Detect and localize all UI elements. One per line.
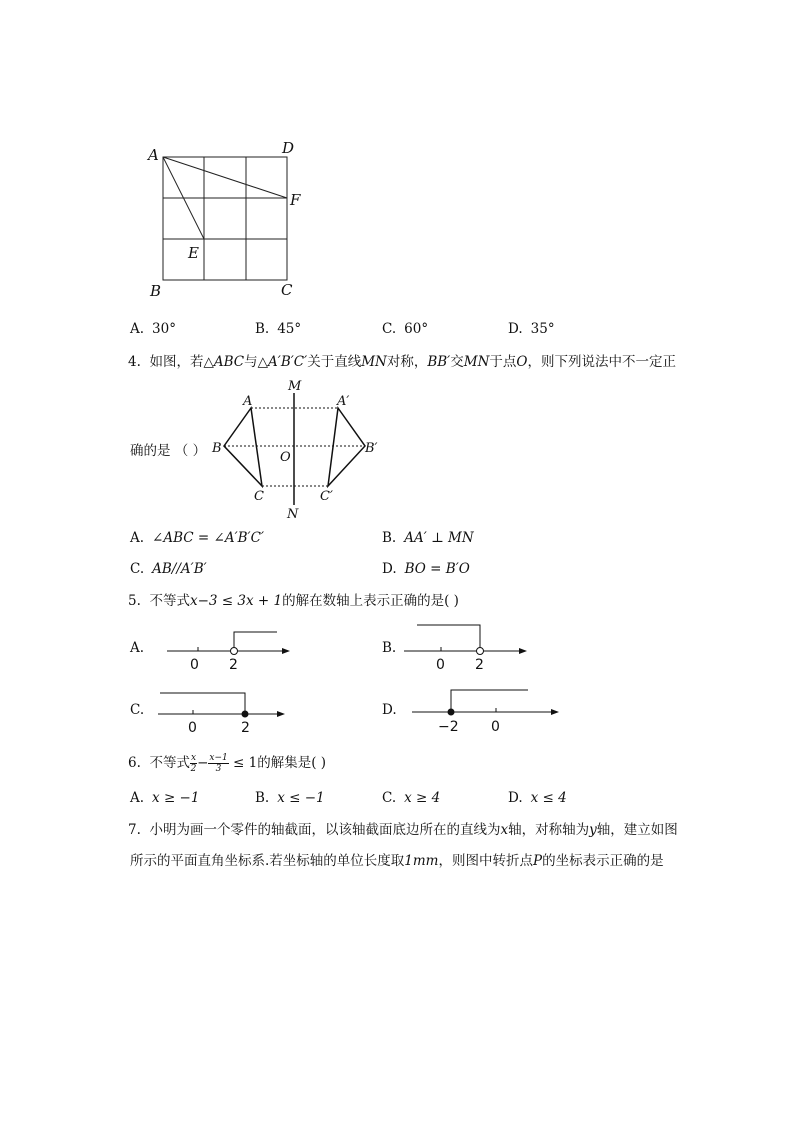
q3-label-B: B <box>150 282 162 300</box>
q6-option-b[interactable]: B. x ≤ −1 <box>255 790 325 806</box>
q5-b-tick-2: 2 <box>475 657 484 673</box>
q4-label-A-prime: A′ <box>337 394 350 409</box>
q6-fraction-2: $\frac{x-1}{3}$ <box>209 753 228 774</box>
q6-option-c[interactable]: C. x ≥ 4 <box>382 790 441 806</box>
q4-stem: 4. 如图，若△ABC与△A′B′C′关于直线MN对称，BB′交MN于点O，则下列说法中不一定正 <box>128 354 676 370</box>
q7-stem-line2: 所示的平面直角坐标系.若坐标轴的单位长度取1mm，则图中转折点P的坐标表示正确的是 <box>130 853 664 869</box>
q5-option-a-number-line[interactable] <box>167 632 290 673</box>
q6-option-a[interactable]: A. x ≥ −1 <box>130 790 200 806</box>
q7-stem-line1: 7. 小明为画一个零件的轴截面，以该轴截面底边所在的直线为x轴，对称轴为y轴，建立如图 <box>128 822 678 838</box>
q5-d-tick-neg2: −2 <box>438 719 459 735</box>
q4-label-A: A <box>243 394 253 409</box>
q5-d-tick-0: 0 <box>491 719 500 735</box>
q5-stem: 5. 不等式x−3 ≤ 3x + 1的解在数轴上表示正确的是( ) <box>128 593 459 609</box>
q3-option-b[interactable]: B. 45° <box>255 321 302 337</box>
q5-c-tick-0: 0 <box>188 720 197 736</box>
q6-fraction-1: $\frac{x}{2}$ <box>190 753 197 774</box>
q5-c-tick-2: 2 <box>241 720 250 736</box>
q5-a-tick-0: 0 <box>190 657 199 673</box>
q4-option-a[interactable]: A. ∠ABC = ∠A′B′C′ <box>130 530 265 546</box>
q4-stem-line2: 确的是 （ ） <box>130 443 207 459</box>
q5-option-b-number-line[interactable] <box>404 625 527 673</box>
q5-a-tick-2: 2 <box>229 657 238 673</box>
q5-option-c-label[interactable]: C. <box>130 702 145 718</box>
q4-option-b[interactable]: B. AA′ ⊥ MN <box>382 530 474 546</box>
q5-option-d-number-line[interactable] <box>412 690 559 735</box>
q5-b-tick-0: 0 <box>436 657 445 673</box>
q3-label-F: F <box>290 191 301 209</box>
q4-option-c[interactable]: C. AB//A′B′ <box>130 561 207 577</box>
q3-option-d[interactable]: D. 35° <box>508 321 555 337</box>
q5-option-d-label[interactable]: D. <box>382 702 397 718</box>
q5-option-c-number-line[interactable] <box>158 693 285 736</box>
q4-label-B-prime: B′ <box>365 441 378 456</box>
q5-option-b-label[interactable]: B. <box>382 640 397 656</box>
q4-label-C: C <box>254 489 264 504</box>
q3-option-a[interactable]: A. 30° <box>130 321 176 337</box>
q3-option-c[interactable]: C. 60° <box>382 321 429 337</box>
q4-label-C-prime: C′ <box>320 489 333 504</box>
q5-option-a-label[interactable]: A. <box>130 640 145 656</box>
q4-label-B: B <box>212 441 222 456</box>
q6-option-d[interactable]: D. x ≤ 4 <box>508 790 567 806</box>
q4-option-d[interactable]: D. BO = B′O <box>382 561 470 577</box>
q3-label-A: A <box>148 146 159 164</box>
q4-label-O: O <box>280 450 291 465</box>
q6-stem: 6. 不等式 $\frac{x}{2}$ − $\frac{x-1}{3}$ ≤ 1的解集是( ) <box>128 753 327 774</box>
q3-label-C: C <box>281 281 293 299</box>
q3-label-E: E <box>188 244 199 262</box>
q4-label-N: N <box>287 507 299 522</box>
q3-label-D: D <box>282 139 295 157</box>
q4-label-M: M <box>288 379 302 394</box>
